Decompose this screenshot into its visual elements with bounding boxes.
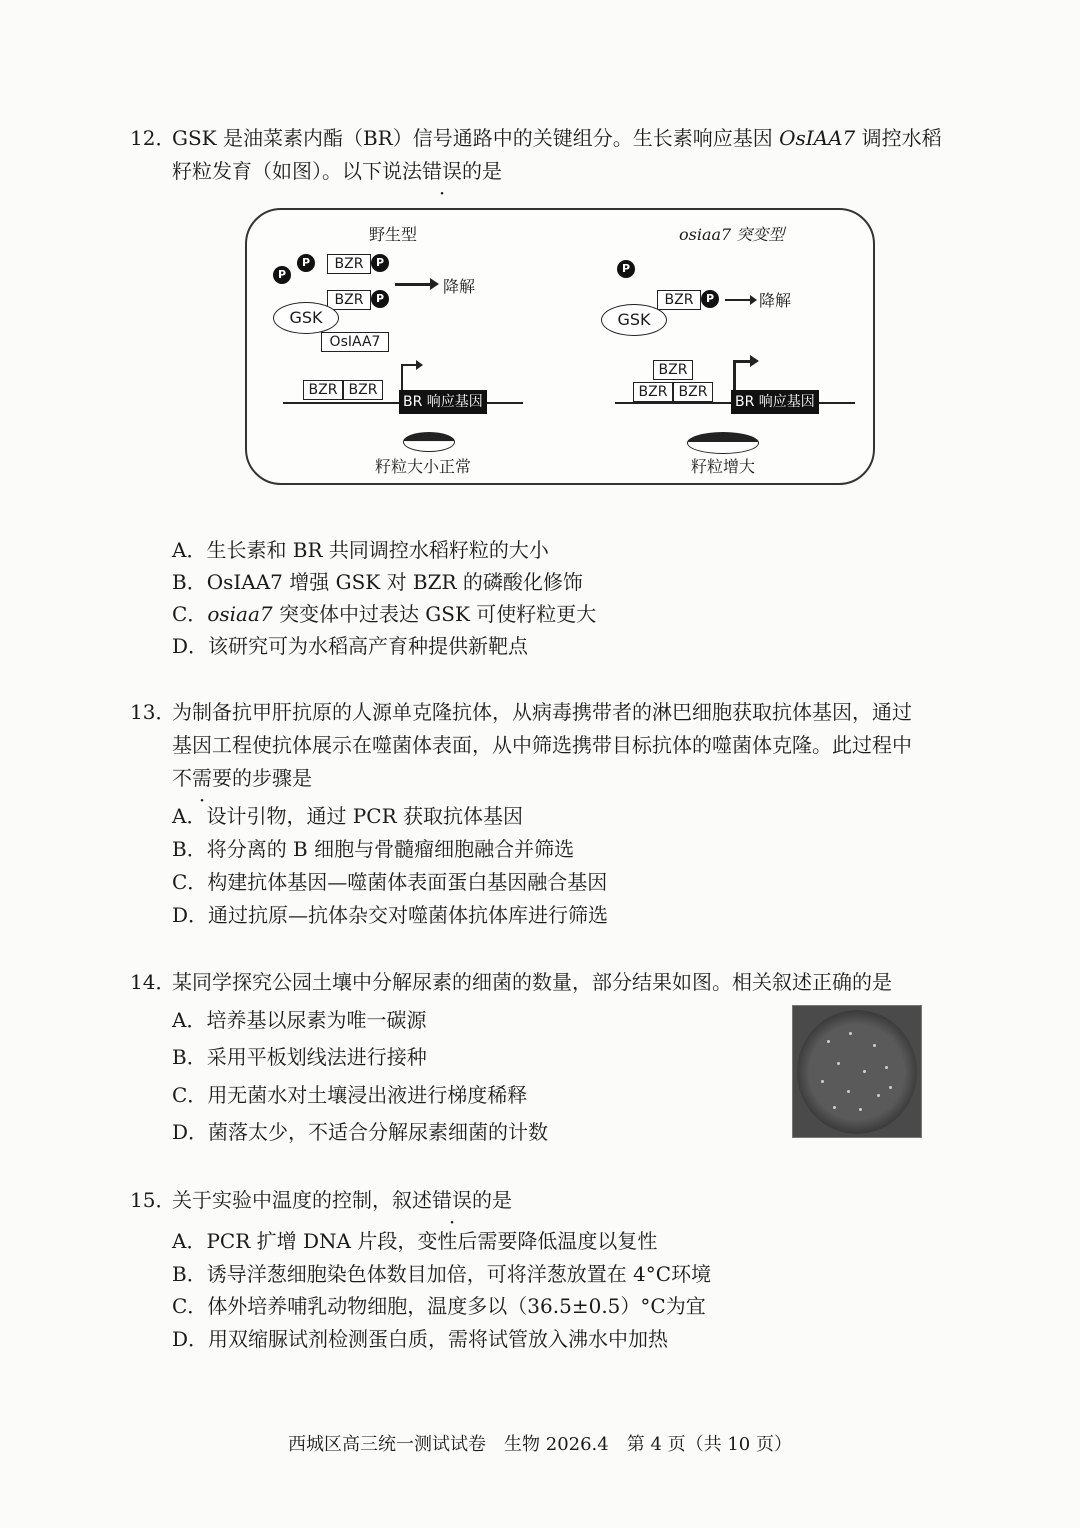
q13-stem-line2: 基因工程使抗体展示在噬菌体表面，从中筛选携带目标抗体的噬菌体克隆。此过程中 xyxy=(172,733,912,757)
q12-stem-line2 xyxy=(172,155,502,188)
degrade-arrow xyxy=(395,283,431,286)
bzr-bound: BZR xyxy=(303,380,343,400)
q13-emphasis: 不需要 xyxy=(172,766,232,790)
q12-stem-text-c: 籽粒发育（如图）。以下说法 xyxy=(172,159,422,183)
q15-emphasis: 错误 xyxy=(432,1188,472,1212)
osiaa7-protein: OsIAA7 xyxy=(321,332,389,352)
phosphate-icon: P xyxy=(617,260,635,278)
promoter-mark xyxy=(401,364,403,390)
q12-option-c[interactable]: C．osiaa7 突变体中过表达 GSK 可使籽粒更大 xyxy=(172,602,597,626)
q13-stem-line3: 不需要的步骤是 xyxy=(172,766,312,790)
mutant-title: osiaa7 突变型 xyxy=(679,225,785,244)
q13-number: 13． xyxy=(130,700,176,724)
q12-stem-text: GSK 是油菜素内酯（BR）信号通路中的关键组分。生长素响应基因 xyxy=(172,126,773,150)
q15-number: 15． xyxy=(130,1188,176,1212)
promoter-arrow xyxy=(733,360,751,363)
normal-seed xyxy=(403,432,455,452)
q12-stem-text-d: 的是 xyxy=(462,159,502,183)
q14-option-c[interactable]: C．用无菌水对土壤浸出液进行梯度稀释 xyxy=(172,1083,528,1107)
agar-plate xyxy=(797,1010,917,1134)
q12-emphasis: 错误 xyxy=(422,159,462,183)
large-seed xyxy=(687,432,759,454)
phosphate-icon: P xyxy=(297,254,315,272)
q12-stem-line1 xyxy=(172,122,942,155)
gsk-protein: GSK xyxy=(273,302,339,334)
q12-option-d[interactable]: D．该研究可为水稻高产育种提供新靶点 xyxy=(172,634,529,658)
q15-option-d[interactable]: D．用双缩脲试剂检测蛋白质，需将试管放入沸水中加热 xyxy=(172,1327,669,1351)
bzr-bound: BZR xyxy=(653,360,693,380)
q15-option-b[interactable]: B．诱导洋葱细胞染色体数目加倍，可将洋葱放置在 4°C环境 xyxy=(172,1262,712,1286)
q12-figure xyxy=(245,208,875,485)
q13-option-c[interactable]: C．构建抗体基因—噬菌体表面蛋白基因融合基因 xyxy=(172,870,608,894)
phosphate-icon: P xyxy=(701,290,719,308)
q13-option-b[interactable]: B．将分离的 B 细胞与骨髓瘤细胞融合并筛选 xyxy=(172,837,575,861)
q14-option-a[interactable]: A．培养基以尿素为唯一碳源 xyxy=(172,1008,427,1032)
q14-number: 14． xyxy=(130,970,176,994)
promoter-mark xyxy=(733,360,736,390)
bzr-protein: BZR xyxy=(657,290,701,310)
br-response-gene: BR 响应基因 xyxy=(731,390,819,414)
promoter-arrow xyxy=(401,364,417,366)
wild-result-label: 籽粒大小正常 xyxy=(375,457,472,476)
mutant-result-label: 籽粒增大 xyxy=(691,457,756,476)
q12-number: 12． xyxy=(130,126,176,150)
wild-type-title: 野生型 xyxy=(369,225,418,244)
q12-option-a[interactable]: A．生长素和 BR 共同调控水稻籽粒的大小 xyxy=(172,538,549,562)
phosphate-icon: P xyxy=(371,290,389,308)
q13-stem-line1: 为制备抗甲肝抗原的人源单克隆抗体，从病毒携带者的淋巴细胞获取抗体基因，通过 xyxy=(172,700,912,724)
gsk-protein: GSK xyxy=(601,304,667,336)
phosphate-icon: P xyxy=(273,266,291,284)
petri-dish-photo xyxy=(792,1005,922,1138)
q15-option-c[interactable]: C．体外培养哺乳动物细胞，温度多以（36.5±0.5）°C为宜 xyxy=(172,1294,706,1318)
phosphate-icon: P xyxy=(371,254,389,272)
q12-gene-name: OsIAA7 xyxy=(779,126,856,150)
bzr-protein: BZR xyxy=(327,290,371,310)
degrade-label: 降解 xyxy=(443,277,476,296)
q14-stem: 某同学探究公园土壤中分解尿素的细菌的数量，部分结果如图。相关叙述正确的是 xyxy=(172,970,892,994)
q13-option-a[interactable]: A．设计引物，通过 PCR 获取抗体基因 xyxy=(172,804,523,828)
q14-option-d[interactable]: D．菌落太少，不适合分解尿素细菌的计数 xyxy=(172,1120,549,1144)
q14-option-b[interactable]: B．采用平板划线法进行接种 xyxy=(172,1045,427,1069)
q13-option-d[interactable]: D．通过抗原—抗体杂交对噬菌体抗体库进行筛选 xyxy=(172,903,609,927)
page-footer: 西城区高三统一测试试卷 生物 2026.4 第 4 页（共 10 页） xyxy=(288,1434,792,1455)
degrade-arrow xyxy=(725,299,751,301)
br-response-gene: BR 响应基因 xyxy=(399,390,487,414)
q15-stem: 关于实验中温度的控制，叙述错误的是 xyxy=(172,1188,512,1212)
q12-stem-text-b: 调控水稻 xyxy=(861,126,942,150)
bzr-bound: BZR xyxy=(633,382,673,402)
bzr-bound: BZR xyxy=(343,380,383,400)
bzr-bound: BZR xyxy=(673,382,713,402)
degrade-label: 降解 xyxy=(759,291,792,310)
q15-option-a[interactable]: A．PCR 扩增 DNA 片段，变性后需要降低温度以复性 xyxy=(172,1229,658,1253)
bzr-protein: BZR xyxy=(327,254,371,274)
q12-option-b[interactable]: B．OsIAA7 增强 GSK 对 BZR 的磷酸化修饰 xyxy=(172,570,583,594)
